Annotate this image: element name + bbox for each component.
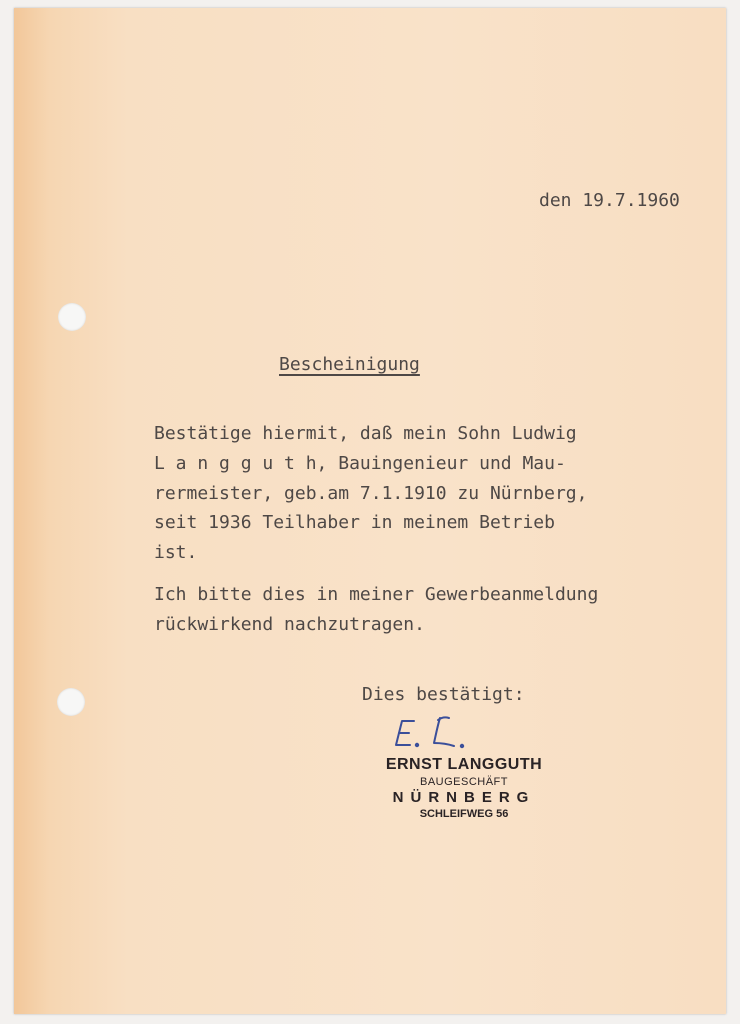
body-line: seit 1936 Teilhaber in meinem Betrieb (154, 512, 555, 533)
letter-date: den 19.7.1960 (539, 190, 680, 211)
company-stamp (369, 756, 559, 820)
letter-heading: Bescheinigung (279, 354, 420, 375)
handwritten-signature (388, 712, 498, 752)
letter-page (14, 8, 726, 1014)
punch-hole-top (58, 303, 86, 331)
stamp-company-name: ERNST LANGGUTH (385, 756, 543, 773)
body-line: ist. (154, 542, 198, 563)
body-line: L a n g g u t h, Bauingenieur und Mau- (154, 453, 566, 474)
punch-hole-bottom (57, 688, 85, 716)
body-line: Ich bitte dies in meiner Gewerbeanmeldung (154, 584, 599, 605)
stamp-trade: BAUGESCHÄFT (419, 776, 508, 788)
body-line: rückwirkend nachzutragen. (154, 614, 425, 635)
stamp-street: SCHLEIFWEG 56 (419, 808, 509, 820)
closing-line: Dies bestätigt: (362, 684, 525, 705)
stamp-city: NÜRNBERG (392, 789, 536, 806)
body-line: rermeister, geb.am 7.1.1910 zu Nürnberg, (154, 483, 588, 504)
body-line: Bestätige hiermit, daß mein Sohn Ludwig (154, 423, 577, 444)
